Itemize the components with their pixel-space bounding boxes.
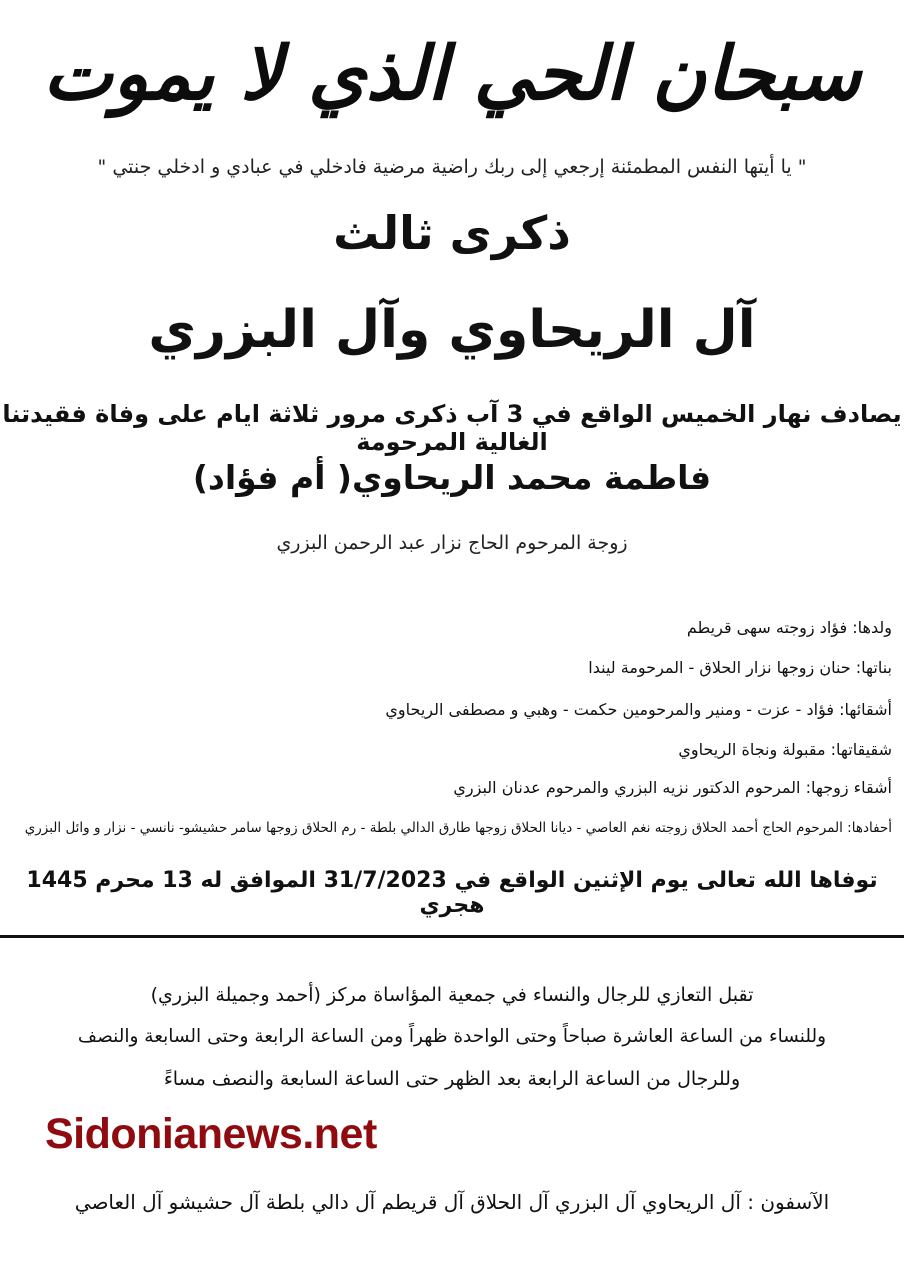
- husband-line: زوجة المرحوم الحاج نزار عبد الرحمن البزري: [276, 532, 628, 554]
- relative-in-laws: أشقاء زوجها: المرحوم الدكتور نزيه البزري والمرحوم عدنان البزري: [453, 778, 892, 797]
- relative-brothers: أشقائها: فؤاد - عزت - ومنير والمرحومين حكمت - وهبي و مصطفى الريحاوي: [385, 700, 892, 719]
- announcement-text: يصادف نهار الخميس الواقع في 3 آب ذكرى مرور ثلاثة ايام على وفاة فقيدتنا الغالية المرحومة: [2, 400, 902, 456]
- relative-grandchildren: أحفادها: المرحوم الحاج أحمد الحلاق زوجته نغم العاصي - ديانا الحلاق زوجها طارق الدالي بلطة - رم الحلاق زوجها سامر حشيشو- نانسي - نزار و وائل البزري: [24, 820, 892, 836]
- quran-verse: " يا أيتها النفس المطمئنة إرجعي إلى ربك راضية مرضية فادخلي في عبادي و ادخلي جنتي ": [97, 156, 807, 178]
- memorial-title: ذكرى ثالث: [333, 206, 571, 260]
- site-watermark: Sidonianews.net: [45, 1110, 377, 1158]
- deceased-name: فاطمة محمد الريحاوي( أم فؤاد): [192, 458, 712, 497]
- condolence-location: تقبل التعازي للرجال والنساء في جمعية المؤاساة مركز (أحمد وجميلة البزري): [150, 984, 754, 1006]
- relative-sisters: شقيقاتها: مقبولة ونجاة الريحاوي: [678, 740, 892, 759]
- relative-daughters: بناتها: حنان زوجها نزار الحلاق - المرحومة ليندا: [588, 658, 892, 677]
- death-date-line: توفاها الله تعالى يوم الإثنين الواقع في 31/7/2023 الموافق له 13 محرم 1445 هجري: [26, 868, 878, 918]
- family-names: آل الريحاوي وآل البزري: [148, 300, 756, 360]
- relative-son: ولدها: فؤاد زوجته سهى قريطم: [686, 618, 892, 637]
- condolence-men-hours: وللرجال من الساعة الرابعة بعد الظهر حتى الساعة السابعة والنصف مساءً: [163, 1068, 741, 1090]
- calligraphy-header: سبحان الحي الذي لا يموت: [43, 31, 861, 117]
- section-divider: [0, 935, 904, 938]
- mourners-line: الآسفون : آل الريحاوي آل البزري آل الحلاق آل قريطم آل دالي بلطة آل حشيشو آل العاصي: [74, 1190, 830, 1214]
- condolence-women-hours: وللنساء من الساعة العاشرة صباحاً وحتى الواحدة ظهراً ومن الساعة الرابعة وحتى السابعة والنصف: [77, 1026, 827, 1047]
